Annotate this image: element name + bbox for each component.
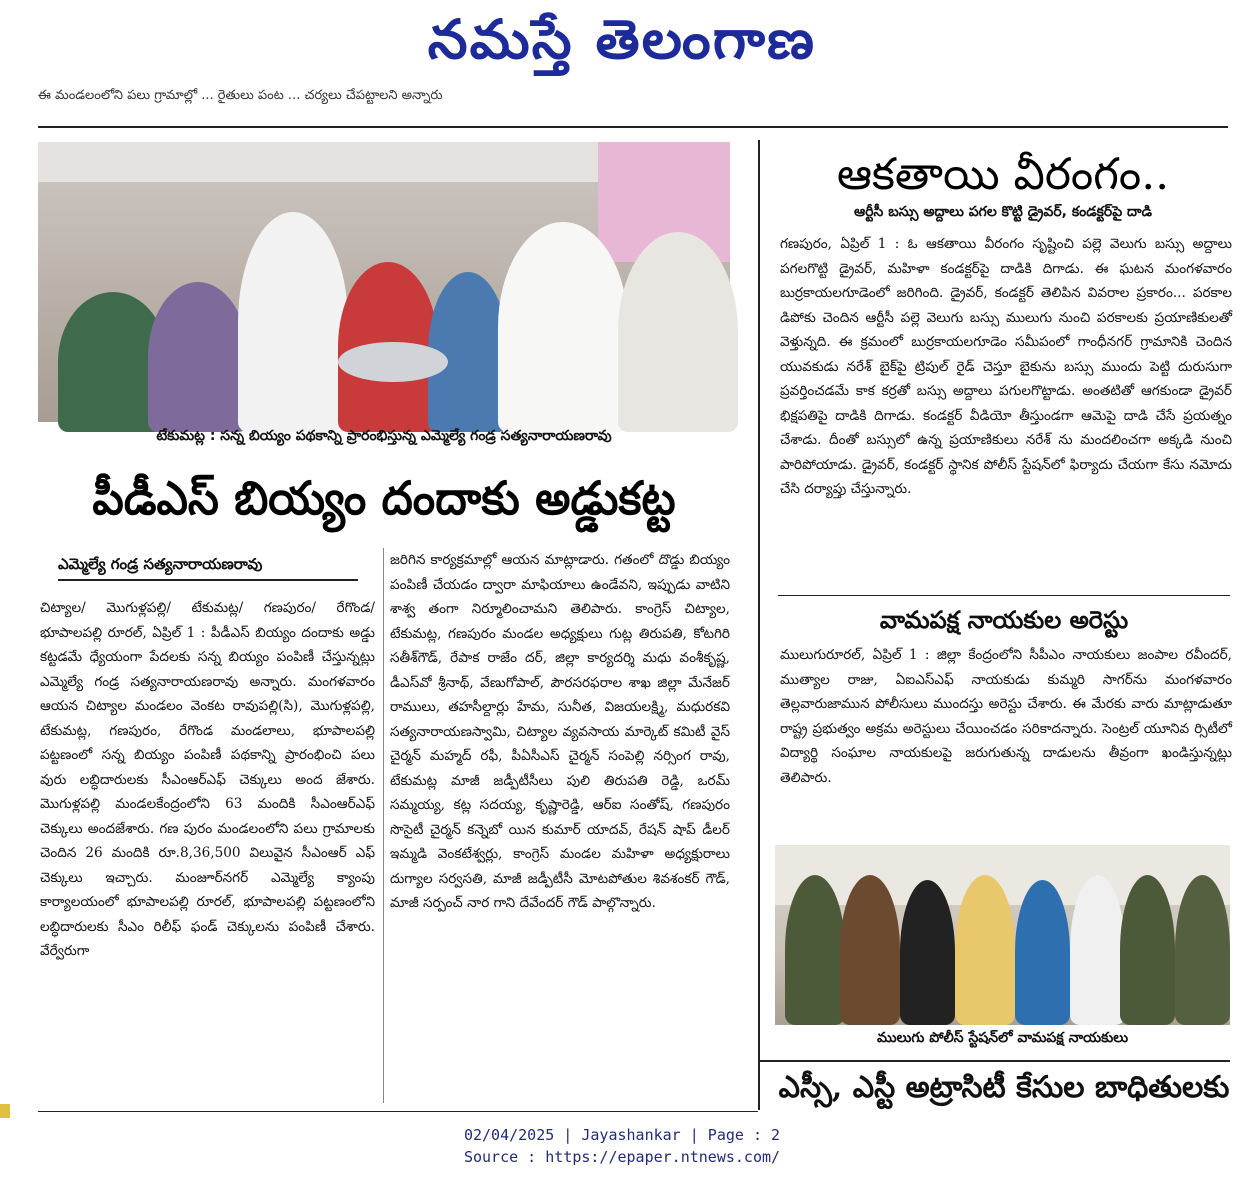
left-column-separator (383, 548, 384, 1103)
bottom-rule (38, 1111, 758, 1112)
photo-person (1175, 875, 1230, 1025)
left-body-column-2: జరిగిన కార్యక్రమాల్లో ఆయన మాట్లాడారు. గతంలో దొడ్డు బియ్యం పంపిణీ చేయడం ద్వారా మాఫియాలు ఉండేవని, ఇప్పుడు వాటిని శాశ్వ తంగా నిర్మూలించామని తెలిపారు. కాంగ్రెస్ చిట్యాల, టేకుమట్ల, గణపురం మండల అధ్యక్షులు గుట్ల తిరుపతి, కోటగిరి సతీశ్‌గౌడ్, రేపాక రాజేం దర్, జిల్లా కార్యదర్శి మధు వంశీకృష్ణ, డీఎస్‌వో శ్రీనాథ్, వేణుగోపాల్, పౌరసరఫరాల శాఖ జిల్లా మేనేజర్ రాములు, తహసీల్దార్లు హేమ, సునీత, విజయలక్ష్మి, మధురకవి సత్యనారాయణస్వామి, చిట్యాల వ్యవసాయ మార్కెట్ కమిటీ వైస్ చైర్మన్ మహ్మద్ రఫీ, పీఏసీఎస్ చైర్మన్ సంపెల్లి నర్సింగ రావు, టేకుమట్ల మాజీ జడ్పీటీసీలు పులి తిరుపతి రెడ్డి, ఒరమ్ సమ్మయ్య, కట్ల సదయ్య, కృష్ణారెడ్డి, ఆర్‌ఐ సంతోష్, గణపురం సొసైటీ చైర్మన్ కన్నెబో యిన కుమార్ యాదవ్, రేషన్ షాప్ డీలర్ ఇమ్మడి వెంకటేశ్వర్లు, కాంగ్రెస్ మండల మహిళా అధ్యక్షురాలు దుగ్యాల సర్వసతి, మాజీ జడ్పీటీసీ మోటపోతుల శివశంకర్ గౌడ్, మాజీ సర్పంచ్ నార గాని దేవేందర్ గౌడ్ పాల్గొన్నారు. (390, 552, 730, 911)
footer-source-link[interactable]: Source : https://epaper.ntnews.com/ (463, 1148, 781, 1166)
photo-person (1015, 880, 1070, 1025)
footer (0, 1124, 1244, 1174)
photo-person (238, 212, 348, 432)
masthead (0, 0, 1244, 92)
photo-person (840, 875, 900, 1025)
photo-person (1120, 875, 1175, 1025)
photo-person (900, 880, 955, 1025)
right-headline-2: వామపక్ష నాయకుల అరెస్టు (879, 606, 1129, 634)
left-article-photo (38, 142, 730, 422)
photo-person (1070, 875, 1125, 1025)
photo-person (498, 222, 628, 432)
right-headline-3: ఎస్సీ, ఎస్టీ అట్రాసిటీ కేసుల బాధితులకు (778, 1070, 1230, 1105)
right-subhead-1: ఆర్టీసీ బస్సు అద్దాలు పగల కొట్టి డ్రైవర్, కండక్టర్‌పై దాడి (854, 204, 1152, 220)
photo-person (955, 875, 1015, 1025)
top-rule (38, 126, 1228, 128)
photo-person (618, 232, 738, 432)
right-rule-2 (760, 1060, 1230, 1062)
photo-person (785, 875, 845, 1025)
page-marker (0, 1104, 10, 1118)
masthead-title: నమస్తే తెలంగాణ (427, 7, 817, 71)
left-headline: పీడీఎస్ బియ్యం దందాకు అడ్డుకట్ట (92, 471, 676, 525)
right-body-1: గణపురం, ఏప్రిల్ 1 : ఓ ఆకతాయి వీరంగం సృష్టించి పల్లె వెలుగు బస్సు అద్దాలు పగలగొట్టి డ్రైవర్, మహిళా కండక్టర్‌పై దాడికి దిగాడు. ఈ ఘటన మంగళవారం బుర్రకాయలగూడెంలో జరిగింది. డ్రైవర్, కండక్టర్ తెలిపిన వివరాల ప్రకారం... పరకాల డిపోకు చెందిన ఆర్టీసీ పల్లె వెలుగు బస్సు ములుగు నుంచి పరకాలకు ప్రయాణికులతో వెళ్తున్నది. ఈ క్రమంలో బుర్రకాయలగూడెం సమీపంలో గాంధీనగర్ గ్రామానికి చెందిన యువకుడు నరేశ్ బైక్‌పై ట్రిపుల్ రైడ్ చెస్తూ బైకును బస్సు ముందు పెట్టి దురుసుగా ప్రవర్తించడమే కాక కర్రతో బస్సు అద్దాలు పగులగొట్టాడు. అంతటితో ఆగకుండా డ్రైవర్ భిక్షపతిపై దాడికి దిగాడు. కండక్టర్ వీడియో తీస్తుండగా ఆమెపై దాడి చేసే ప్రయత్నం చేశాడు. దీంతో బస్సులో ఉన్న ప్రయాణికులు నరేశ్ ను మందలించగా అక్కడి నుంచి పారిపోయాడు. డ్రైవర్, కండక్టర్ స్థానిక పోలీస్ స్టేషన్‌లో ఫిర్యాదు చేయగా కేసు నమోదు చేసి దర్యాప్తు చేస్తున్నారు. (780, 236, 1232, 497)
left-photo-caption: టేకుమట్ల : సన్న బియ్యం పథకాన్ని ప్రారంభిస్తున్న ఎమ్మెల్యే గండ్ర సత్యనారాయణరావు (156, 428, 612, 444)
cut-off-text-strip (38, 88, 1228, 112)
left-body-column-1: చిట్యాల/ మొగుళ్లపల్లి/ టేకుమట్ల/ గణపురం/ రేగొండ/ భూపాలపల్లి రూరల్, ఏప్రిల్ 1 : పీడీఎస్ బియ్యం దందాకు అడ్డు కట్టడమే ధ్యేయంగా పేదలకు సన్న బియ్యం పంపిణీ చేస్తున్నట్లు ఎమ్మెల్యే గండ్ర సత్యనారాయణరావు అన్నారు. మంగళవారం ఆయన చిట్యాల మండలం వెంకట రావుపల్లి(సి), మొగుళ్లపల్లి, టేకుమట్ల, గణపురం, రేగొండ మండలాలు, భూపాలపల్లి పట్టణంలో సన్న బియ్యం పంపిణీ పథకాన్ని ప్రారంభించి పలు వురు లబ్ధిదారులకు సీఎంఆర్ఎఫ్ చెక్కులు అంద జేశారు. మొగుళ్లపల్లి మండలకేంద్రంలోని 63 మందికి సీఎంఆర్ఎఫ్ చెక్కులు అందజేశారు. గణ పురం మండలంలోని పలు గ్రామాలకు చెందిన 26 మందికి రూ.8,36,500 విలువైన సీఎంఆర్ ఎఫ్ చెక్కులు ఇచ్చారు. మంజూర్‌నగర్ ఎమ్మెల్యే క్యాంపు కార్యాలయంలో భూపాలపల్లి రూరల్, భూపాలపల్లి పట్టణంలోని లబ్ధిదారులకు సీఎం రిలీఫ్ ఫండ్ చెక్కులను పంపిణీ చేశారు. వేర్వేరుగా (40, 600, 375, 959)
right-headline-1: ఆకతాయి వీరంగం.. (836, 149, 1170, 200)
right-rule-1 (778, 595, 1230, 596)
photo-person (148, 282, 248, 432)
right-photo-caption: ములుగు పోలీస్ స్టేషన్‌లో వామపక్ష నాయకులు (876, 1030, 1129, 1046)
right-body-2: ములుగురూరల్, ఏప్రిల్ 1 : జిల్లా కేంద్రంలోని సీపీఎం నాయకులు జంపాల రవీందర్, ముత్యాల రాజు, ఏఐఎస్ఎఫ్ నాయకుడు కుమ్మరి సాగర్‌ను మంగళవారం తెల్లవారుజామున పోలీసులు ముందస్తు అరెస్టు చేశారు. ఈ మేరకు వారు మాట్లాడుతూ రాష్ట్ర ప్రభుత్వం అక్రమ అరెస్టులు చేయించడం సరికాదన్నారు. సెంట్రల్ యూనివ ర్సిటీలో విద్యార్థి సంఘాల నాయకులపై జరుగుతున్న దాడులను తీవ్రంగా ఖండిస్తున్నట్లు తెలిపారు. (780, 647, 1232, 786)
left-byline: ఎమ్మెల్యే గండ్ర సత్యనారాయణరావు (58, 555, 358, 581)
footer-date-line: 02/04/2025 | Jayashankar | Page : 2 (463, 1126, 781, 1144)
steel-plate (338, 342, 448, 382)
right-article-photo (775, 845, 1230, 1025)
column-divider (758, 140, 760, 1110)
cut-off-text: ఈ మండలంలోని పలు గ్రామాల్లో ... రైతులు పంట ... చర్యలు చేపట్టాలని అన్నారు (38, 88, 443, 103)
